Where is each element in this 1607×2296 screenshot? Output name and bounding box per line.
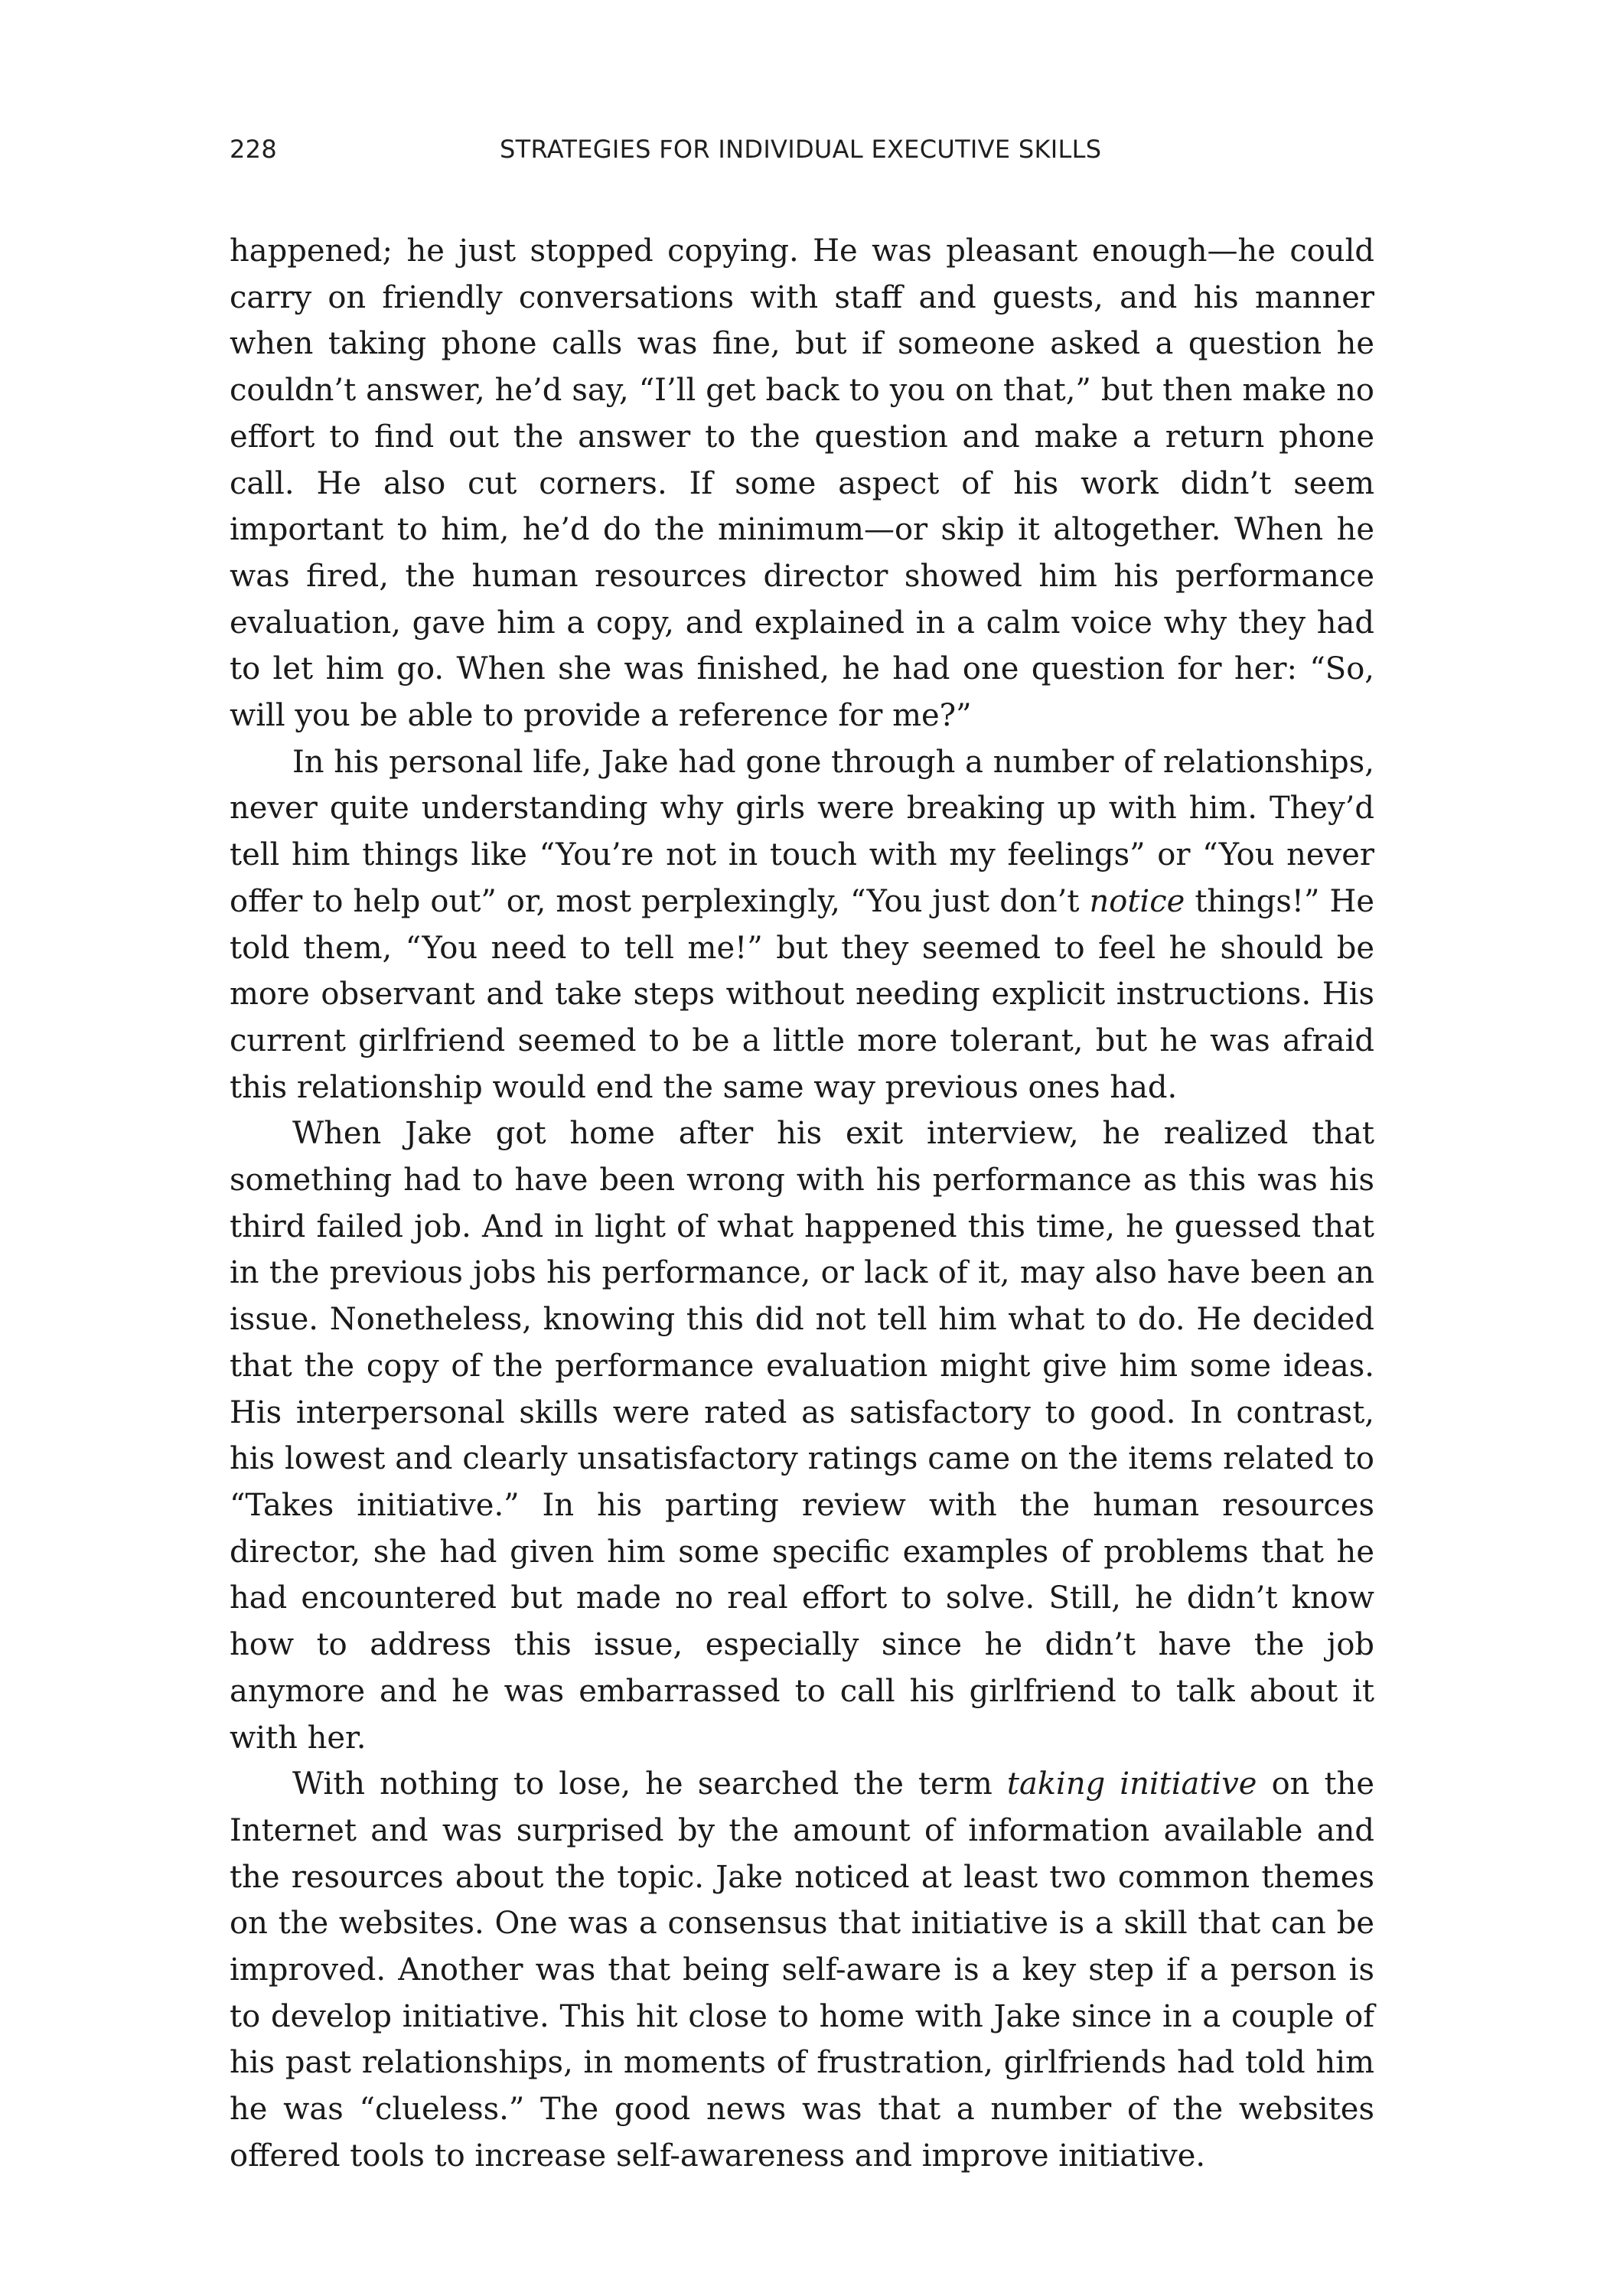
page-number: 228: [230, 135, 277, 164]
paragraph-3: When Jake got home after his exit interview, he realized that something had to have been wrong with his performance as this was his third failed job. And in light of what happened this time, he guessed that in the previous jobs his performance, or lack of it, may also have been an issue. Nonetheless, knowing this did not tell him what to do. He decided that the copy of the performance evaluation might give him some ideas. His interpersonal skills were rated as satisfactory to good. In contrast, his lowest and clearly unsatisfactory ratings came on the items related to “Takes initiative.” In his parting review with the human resources director, she had given him some specific examples of problems that he had encountered but made no real effort to solve. Still, he didn’t know how to address this issue, especially since he didn’t have the job anymore and he was embarrassed to call his girlfriend to talk about it with her.: [230, 1116, 1374, 1756]
emphasis-notice: notice: [1089, 883, 1185, 919]
paragraph-4-text-b: on the Internet and was surprised by the amount of information available and the resources about the topic. Jake noticed at least two common themes on the websites. One was a consensus that initiative is a skill that can be improved. Another was that being self-aware is a key step if a person is to develop initiative. This hit close to home with Jake since in a couple of his past relationships, in moments of frustration, girlfriends had told him he was “clueless.” The good news was that a number of the websites offered tools to increase self-awareness and improve initiative.: [230, 1766, 1375, 2174]
paragraph-4-text-a: With nothing to lose, he searched the term: [292, 1766, 1007, 1802]
body-text: [230, 228, 1374, 2180]
section-title: STRATEGIES FOR INDIVIDUAL EXECUTIVE SKILLS: [500, 135, 1102, 164]
paragraph-1: happened; he just stopped copying. He was pleasant enough—he could carry on friendly conversations with staff and guests, and his manner when taking phone calls was fine, but if someone asked a question he couldn’t answer, he’d say, “I’ll get back to you on that,” but then make no effort to find out the answer to the question and make a return phone call. He also cut corners. If some aspect of his work didn’t seem important to him, he’d do the minimum—or skip it altogether. When he was fired, the human resources director showed him his performance evaluation, gave him a copy, and explained in a calm voice why they had to let him go. When she was finished, he had one question for her: “So, will you be able to provide a reference for me?”: [230, 233, 1374, 734]
paragraph-2-text-b: things!” He told them, “You need to tell me!” but they seemed to feel he should be more observant and take steps without needing explicit instructions. His current girlfriend seemed to be a little more tolerant, but he was afraid this relationship would end the same way previous ones had.: [230, 883, 1374, 1105]
paragraph-2-text-a: In his personal life, Jake had gone through a number of relationships, never quite understanding why girls were breaking up with him. They’d tell him things like “You’re not in touch with my feelings” or “You never offer to help out” or, most perplexingly, “You just don’t: [230, 744, 1374, 919]
running-head: [230, 135, 1374, 173]
paragraph-4: [230, 1761, 1374, 2179]
paragraph-2: [230, 739, 1374, 1111]
emphasis-taking-initiative: taking initiative: [1006, 1766, 1257, 1802]
